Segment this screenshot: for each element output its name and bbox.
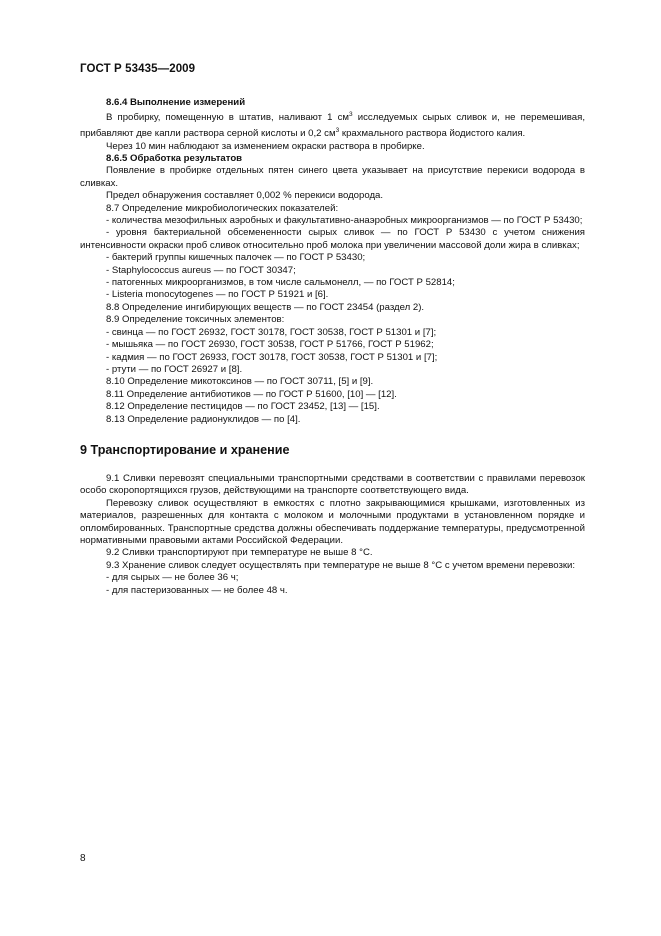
paragraph-9-2: 9.2 Сливки транспортируют при температуре не выше 8 °С. — [106, 547, 373, 559]
paragraph-8-11: 8.11 Определение антибиотиков — по ГОСТ Р 51600, [10] — [12]. — [106, 388, 397, 400]
list-item: - бактерий группы кишечных палочек — по ГОСТ Р 53430; — [106, 252, 366, 264]
list-item: - для сырых — не более 36 ч; — [106, 572, 239, 584]
paragraph-9-1: 9.1 Сливки перевозят специальными транспортными средствами в соответствии с правилами перевозок особо скоропортящихся грузов, действующими на транспорте соответствующего вида. — [80, 472, 585, 497]
list-item: - уровня бактериальной обсемененности сырых сливок — по ГОСТ Р 53430 с учетом снижения интенсивности окраски проб сливок относительно проб молока при увеличении массовой доли жира в сливках; — [80, 227, 585, 251]
paragraph-9-transport-containers: Перевозку сливок осуществляют в емкостях с плотно закрывающимися крышками, изготовленных из материалов, разрешенных для контакта с молоком и молочными продуктами в установленном порядке и опломбированных. Транспортные средства должны обеспечивать поддержание температуры, предусмотренной нормативными правовыми актами Российской Федерации. — [80, 497, 585, 546]
list-item: - мышьяка — по ГОСТ 26930, ГОСТ 30538, ГОСТ Р 51766, ГОСТ Р 51962; — [106, 339, 434, 351]
page-number: 8 — [80, 853, 86, 864]
text-fragment: В пробирку, помещенную в штатив, наливают 1 см — [106, 112, 350, 124]
subsection-title-8-6-5: 8.6.5 Обработка результатов — [106, 153, 243, 164]
subsection-title-8-6-4: 8.6.4 Выполнение измерений — [106, 97, 246, 108]
page-content — [80, 97, 585, 597]
list-item: - Listeria monocytogenes — по ГОСТ Р 51921 и [6]. — [106, 289, 329, 301]
paragraph-8-12: 8.12 Определение пестицидов — по ГОСТ 23452, [13] — [15]. — [106, 401, 380, 413]
list-item: - кадмия — по ГОСТ 26933, ГОСТ 30178, ГОСТ 30538, ГОСТ Р 51301 и [7]; — [106, 351, 438, 363]
list-item: - для пастеризованных — не более 48 ч. — [106, 584, 288, 596]
paragraph-8-8: 8.8 Определение ингибирующих веществ — по ГОСТ 23454 (раздел 2). — [106, 301, 425, 313]
section-9-title: 9 Транспортирование и хранение — [80, 442, 290, 457]
paragraph-8-6-5-limit: Предел обнаружения составляет 0,002 % перекиси водорода. — [106, 190, 384, 202]
superscript: 3 — [349, 111, 353, 119]
paragraph-8-6-4-observation: Через 10 мин наблюдают за изменением окраски раствора в пробирке. — [106, 140, 425, 152]
list-item: - ртути — по ГОСТ 26927 и [8]. — [106, 363, 243, 375]
list-item: - патогенных микроорганизмов, в том числе сальмонелл, — по ГОСТ Р 52814; — [106, 277, 455, 289]
text-fragment: исследуемых сырых сливок и, не перемешивая, прибавляют две капли раствора серной кислоты и 0,2 см — [80, 112, 585, 140]
list-item: - свинца — по ГОСТ 26932, ГОСТ 30178, ГОСТ 30538, ГОСТ Р 51301 и [7]; — [106, 326, 437, 338]
superscript: 3 — [335, 127, 340, 134]
text-fragment: крахмального раствора йодистого калия. — [339, 128, 526, 140]
paragraph-9-3: 9.3 Хранение сливок следует осуществлять при температуре не выше 8 °С с учетом времени перевозки: — [106, 559, 576, 571]
paragraph-8-7-title: 8.7 Определение микробиологических показателей: — [106, 202, 339, 214]
paragraph-8-6-5-result: Появление в пробирке отдельных пятен синего цвета указывает на присутствие перекиси водорода в сливках. — [80, 165, 585, 189]
paragraph-8-9-title: 8.9 Определение токсичных элементов: — [106, 314, 285, 326]
paragraph-8-10: 8.10 Определение микотоксинов — по ГОСТ 30711, [5] и [9]. — [106, 376, 374, 388]
paragraph-8-6-4-procedure — [80, 109, 585, 140]
list-item: - количества мезофильных аэробных и факультативно-анаэробных микроорганизмов — по ГОСТ Р 53430; — [106, 215, 583, 227]
document-code-header: ГОСТ Р 53435—2009 — [80, 63, 196, 75]
list-item: - Staphylococcus aureus — по ГОСТ 30347; — [106, 264, 296, 276]
paragraph-8-13: 8.13 Определение радионуклидов — по [4]. — [106, 413, 301, 425]
